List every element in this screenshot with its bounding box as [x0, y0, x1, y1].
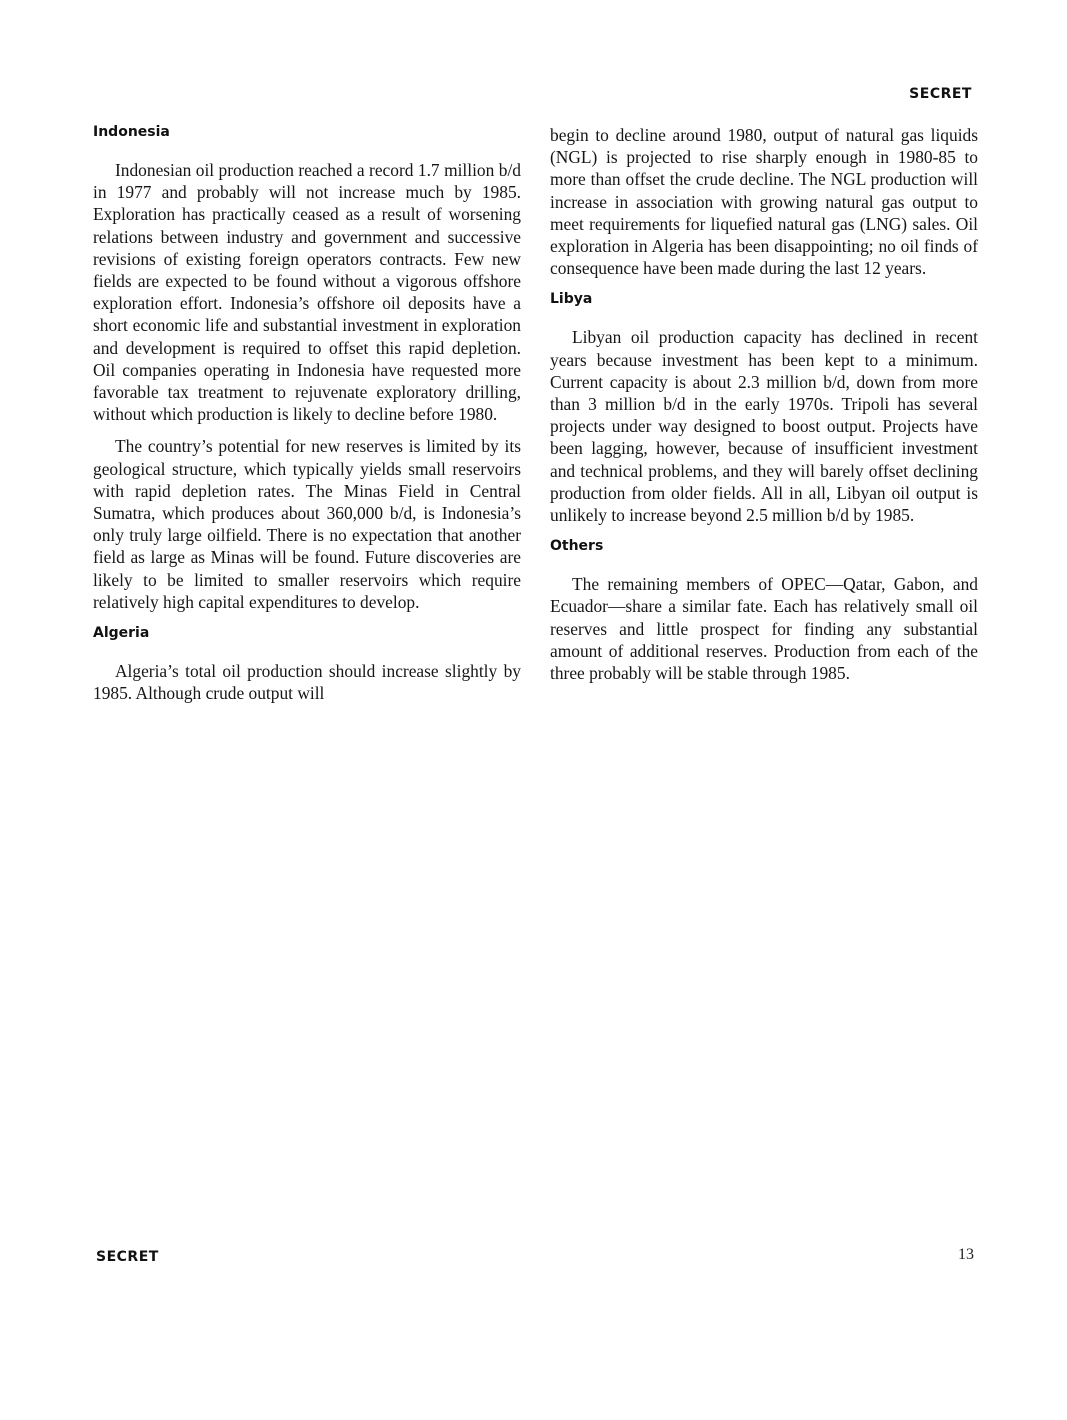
others-paragraph: The remaining members of OPEC—Qatar, Gabon, and Ecuador—share a similar fate. Each has relatively small oil reserves and little prospect for finding any substantial amount of additional reserves. Production from each of the three probably will be stable through 1985. — [550, 574, 978, 684]
algeria-paragraph-continued: begin to decline around 1980, output of natural gas liquids (NGL) is projected to rise sharply enough in 1980-85 to more than offset the crude decline. The NGL production will increase in association with growing natural gas output to meet requirements for liquefied natural gas (LNG) sales. Oil exploration in Algeria has been disappointing; no oil finds of consequence have been made during the last 12 years. — [550, 125, 978, 279]
libya-paragraph: Libyan oil production capacity has declined in recent years because investment has been kept to a minimum. Current capacity is about 2.3 million b/d, down from more than 3 million b/d in the early 1970s. Tripoli has several projects under way designed to boost output. Projects have been lagging, however, because of insufficient investment and technical problems, and they will barely offset declining production from older fields. All in all, Libyan oil output is unlikely to increase beyond 2.5 million b/d by 1985. — [550, 327, 978, 526]
left-text-column — [93, 124, 521, 714]
section-heading-libya: Libya — [550, 291, 593, 308]
section-heading-others: Others — [550, 538, 604, 555]
header-classification-marking: SECRET — [909, 86, 972, 102]
right-text-column — [550, 124, 978, 694]
section-heading-algeria: Algeria — [93, 625, 150, 642]
indonesia-paragraph-1: Indonesian oil production reached a record 1.7 million b/d in 1977 and probably will not increase much by 1985. Exploration has practically ceased as a result of worsening relations between industry and government and successive revisions of existing foreign operators contracts. Few new fields are expected to be found without a vigorous offshore exploration effort. Indonesia’s offshore oil deposits have a short economic life and substantial investment in exploration and development is required to offset this rapid depletion. Oil companies operating in Indonesia have requested more favorable tax treatment to rejuvenate exploratory drilling, without which production is likely to decline before 1980. — [93, 160, 521, 425]
page-number: 13 — [958, 1246, 974, 1263]
indonesia-paragraph-2: The country’s potential for new reserves is limited by its geological structure, which typically yields small reservoirs with rapid depletion rates. The Minas Field in Central Sumatra, which produces about 360,000 b/d, is Indonesia’s only truly large oilfield. There is no expectation that another field as large as Minas will be found. Future discoveries are likely to be limited to smaller reservoirs which require relatively high capital expenditures to develop. — [93, 436, 521, 612]
algeria-paragraph-start: Algeria’s total oil production should increase slightly by 1985. Although crude output will — [93, 661, 521, 704]
footer-classification-marking: SECRET — [96, 1249, 159, 1265]
section-heading-indonesia: Indonesia — [93, 124, 170, 140]
